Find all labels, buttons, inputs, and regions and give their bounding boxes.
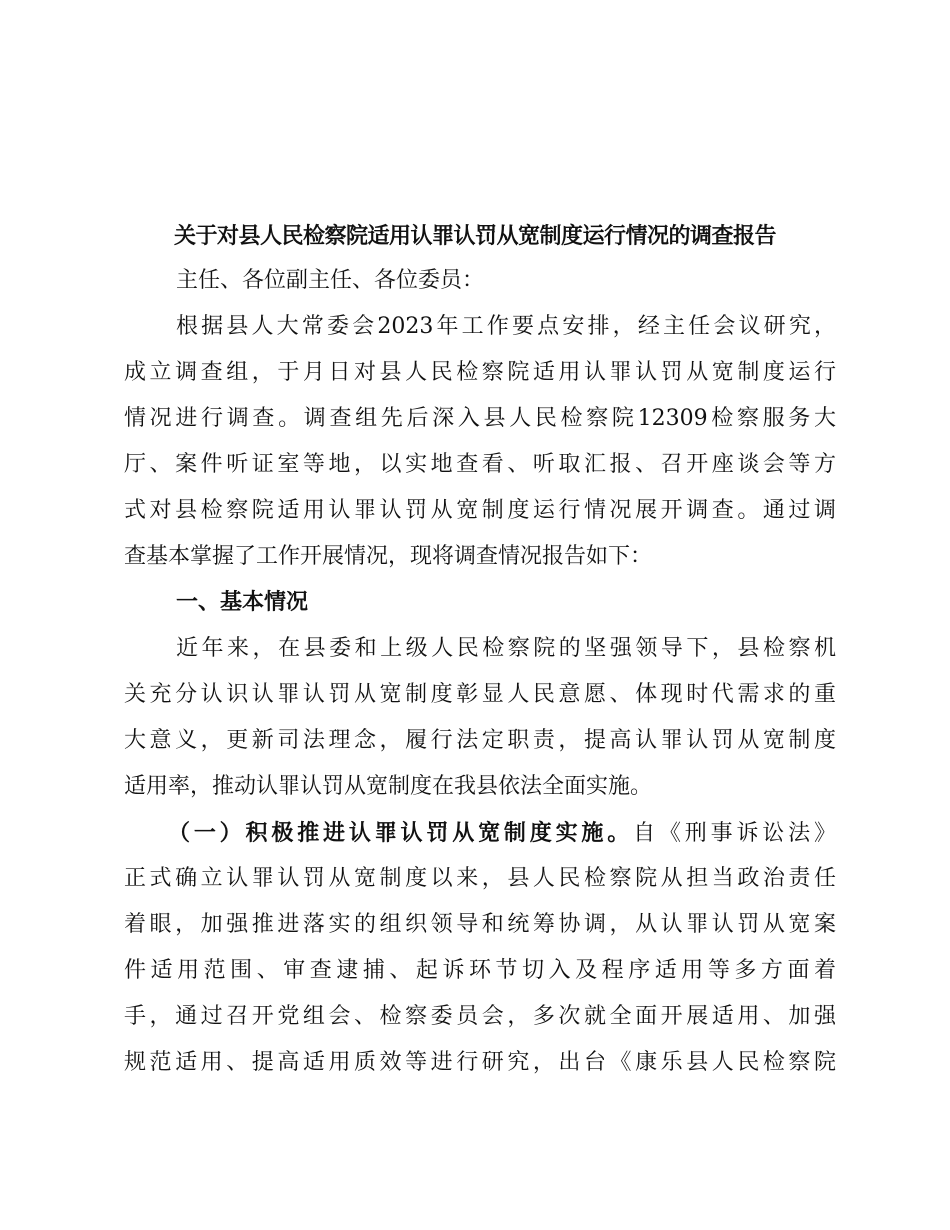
section-heading: 一、基本情况 bbox=[176, 590, 309, 615]
intro-line: 厅、案件听证室等地，以实地查看、听取汇报、召开座谈会等方 bbox=[124, 452, 836, 477]
salutation: 主任、各位副主任、各位委员： bbox=[176, 268, 485, 293]
subsection-first-line-rest: 自《刑事诉讼法》 bbox=[633, 821, 836, 846]
section-body-line: 适用率，推动认罪认罚从宽制度在我县依法全面实施。 bbox=[124, 774, 653, 799]
subsection-body-line: 着眼，加强推进落实的组织领导和统筹协调，从认罪认罚从宽案 bbox=[124, 912, 836, 937]
intro-line: 式对县检察院适用认罪认罚从宽制度运行情况展开调查。通过调 bbox=[124, 498, 836, 523]
section-body-line: 关充分认识认罪认罚从宽制度彰显人民意愿、体现时代需求的重 bbox=[124, 682, 836, 707]
subsection-body-line: 正式确立认罪认罚从宽制度以来，县人民检察院从担当政治责任 bbox=[124, 866, 836, 891]
intro-line: 根据县人大常委会2023年工作要点安排，经主任会议研究， bbox=[176, 314, 836, 339]
subsection-heading: （一）积极推进认罪认罚从宽制度实施。 bbox=[168, 820, 634, 846]
subsection-body-line: 手，通过召开党组会、检察委员会，多次就全面开展适用、加强 bbox=[124, 1004, 836, 1029]
document-title: 关于对县人民检察院适用认罪认罚从宽制度运行情况的调查报告 bbox=[173, 224, 776, 249]
intro-line: 成立调查组，于月日对县人民检察院适用认罪认罚从宽制度运行 bbox=[124, 360, 836, 385]
subsection-first-line bbox=[168, 818, 836, 849]
intro-line: 查基本掌握了工作开展情况，现将调查情况报告如下： bbox=[124, 544, 653, 569]
section-body-line: 大意义，更新司法理念，履行法定职责，提高认罪认罚从宽制度 bbox=[124, 728, 836, 753]
section-body-line: 近年来，在县委和上级人民检察院的坚强领导下，县检察机 bbox=[176, 636, 836, 661]
subsection-body-line: 件适用范围、审查逮捕、起诉环节切入及程序适用等多方面着 bbox=[124, 958, 836, 983]
subsection-body-line: 规范适用、提高适用质效等进行研究，出台《康乐县人民检察院 bbox=[124, 1050, 836, 1075]
intro-line: 情况进行调查。调查组先后深入县人民检察院12309检察服务大 bbox=[124, 406, 836, 431]
